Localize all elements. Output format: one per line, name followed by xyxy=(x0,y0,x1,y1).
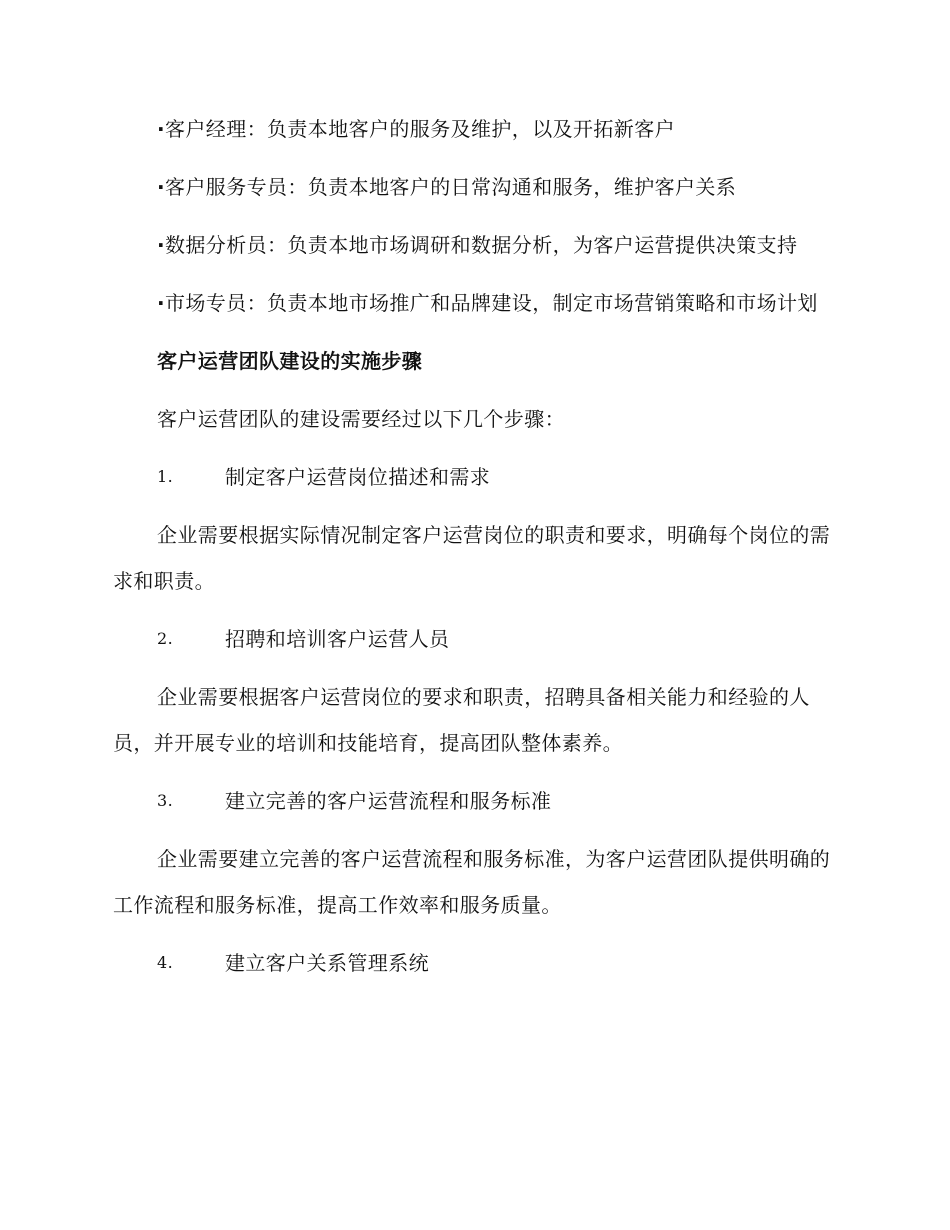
document-body xyxy=(113,106,835,998)
step-title: 招聘和培训客户运营人员 xyxy=(225,627,450,651)
step-title: 制定客户运营岗位描述和需求 xyxy=(225,465,491,489)
step-number: 2. xyxy=(157,629,174,648)
bullet-marker: · xyxy=(157,175,165,199)
bullet-text: 客户服务专员：负责本地客户的日常沟通和服务，维护客户关系 xyxy=(165,175,737,199)
bullet-item xyxy=(113,106,835,152)
bullet-marker: · xyxy=(157,233,165,257)
step-number: 1. xyxy=(157,467,174,486)
bullet-item xyxy=(113,222,835,268)
step-number: 3. xyxy=(157,791,174,810)
step-heading xyxy=(113,940,835,986)
step-title: 建立客户关系管理系统 xyxy=(225,951,429,975)
step-heading xyxy=(113,616,835,662)
bullet-text: 客户经理：负责本地客户的服务及维护，以及开拓新客户 xyxy=(165,117,675,141)
step-description: 企业需要根据客户运营岗位的要求和职责，招聘具备相关能力和经验的人员，并开展专业的培训和技能培育，提高团队整体素养。 xyxy=(113,685,810,755)
bullet-item xyxy=(113,280,835,326)
step-number: 4. xyxy=(157,953,174,972)
bullet-text: 市场专员：负责本地市场推广和品牌建设，制定市场营销策略和市场计划 xyxy=(165,291,818,315)
bullet-marker: · xyxy=(157,291,165,315)
step-heading xyxy=(113,454,835,500)
step-description: 企业需要建立完善的客户运营流程和服务标准，为客户运营团队提供明确的工作流程和服务标准，提高工作效率和服务质量。 xyxy=(113,847,831,917)
bullet-item xyxy=(113,164,835,210)
bullet-marker: · xyxy=(157,117,165,141)
section-intro: 客户运营团队的建设需要经过以下几个步骤： xyxy=(157,407,565,431)
step-title: 建立完善的客户运营流程和服务标准 xyxy=(225,789,552,813)
step-heading xyxy=(113,778,835,824)
step-description: 企业需要根据实际情况制定客户运营岗位的职责和要求，明确每个岗位的需求和职责。 xyxy=(113,523,831,593)
bullet-text: 数据分析员：负责本地市场调研和数据分析，为客户运营提供决策支持 xyxy=(165,233,798,257)
section-heading: 客户运营团队建设的实施步骤 xyxy=(157,349,423,373)
